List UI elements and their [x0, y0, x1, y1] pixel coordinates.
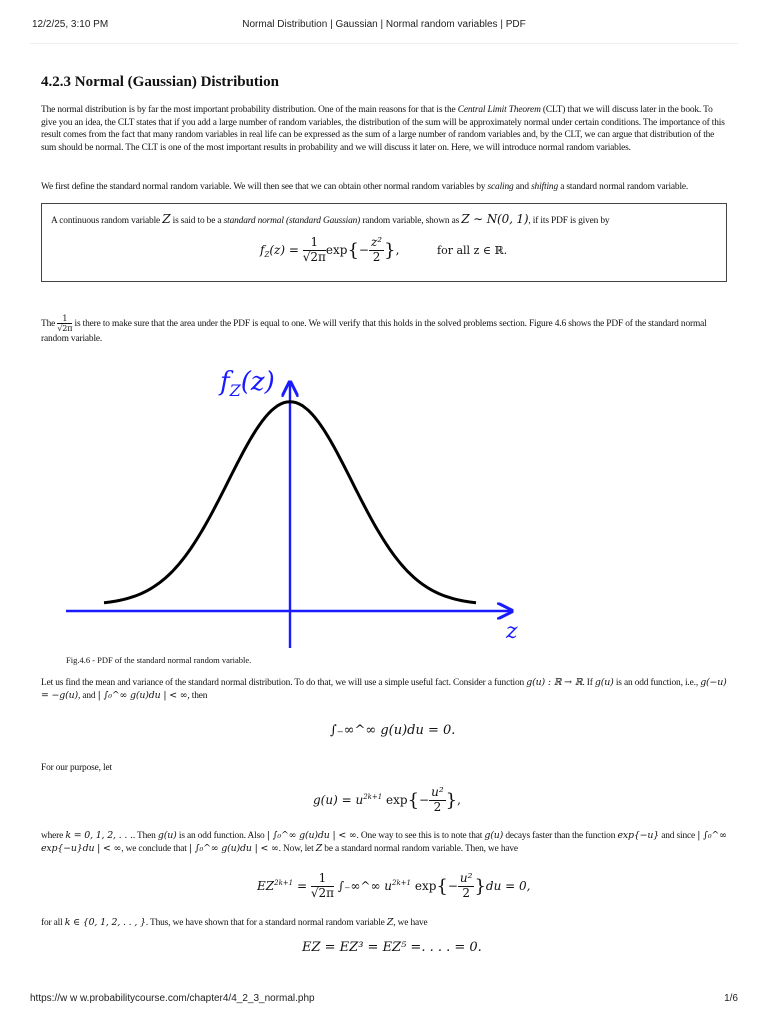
g-definition-equation: $g(u) = u^{2k+1}$ exp{− $\frac{\text{u²}}{2}$ }, — [313, 785, 461, 814]
math-inline: | ∫₀^∞ g(u)du | < ∞ — [97, 689, 188, 701]
fraction — [57, 314, 72, 333]
intro-text: We first define the standard normal random variable. We will then see that we can obtain other normal random variables by — [41, 182, 488, 192]
body-paragraph-4: For our purpose, let — [41, 763, 112, 773]
body-text: , then — [187, 690, 208, 701]
math-arg: (z) = — [269, 242, 299, 257]
body-paragraph-3 — [41, 677, 729, 702]
definition-text: A continuous random variable — [51, 216, 163, 226]
denominator: 2 — [433, 799, 442, 814]
numerator: 1 — [303, 236, 326, 251]
intro-text: The normal distribution is by far the most important probability distribution. One of the main reasons for that is the — [41, 105, 458, 115]
body-text: , we conclude that — [121, 843, 189, 854]
body-paragraph-6 — [41, 917, 729, 930]
shifting-emphasis: shifting — [531, 182, 558, 192]
body-text: . Thus, we have shown that for a standard normal random variable — [145, 918, 387, 928]
body-text: is an odd function. Also — [176, 831, 267, 841]
intro-paragraph-2 — [41, 181, 729, 194]
note-text: The — [41, 318, 58, 329]
print-page-number: 1/6 — [724, 993, 738, 1004]
numerator: 1 — [311, 872, 334, 887]
print-datetime: 12/2/25, 3:10 PM — [32, 19, 109, 30]
math-inline: | ∫₀^∞ g(u)du | < ∞ — [266, 830, 357, 841]
numerator: z² — [370, 235, 383, 249]
math-inline: g(u) — [484, 830, 504, 841]
math-sub: Z — [264, 251, 270, 260]
math-inline: Z — [315, 842, 323, 854]
math-inline: g(u) — [157, 830, 177, 841]
equation: ∫₋∞^∞ g(u)du = 0. — [330, 723, 456, 738]
math-inline: g(u) — [594, 677, 614, 688]
odd-integral-equation — [330, 723, 455, 738]
equation: EZ = EZ³ = EZ⁵ =. . . . = 0. — [302, 940, 482, 955]
math-inline: g(−u) = −g(u) — [41, 677, 727, 701]
denominator: √2π — [310, 885, 334, 900]
body-text: . One way to see this is to note that — [356, 831, 485, 841]
denominator: 2 — [372, 249, 381, 264]
exponent: 2k+1 — [363, 792, 383, 801]
note-paragraph — [41, 314, 729, 346]
definition-text: random variable, shown as — [360, 216, 462, 226]
clt-emphasis: Central Limit Theorem — [457, 105, 541, 115]
fraction — [303, 236, 326, 265]
exp-word: exp — [414, 878, 437, 893]
print-page-title: Normal Distribution | Gaussian | Normal random variables | PDF — [242, 19, 526, 30]
body-paragraph-5 — [41, 830, 729, 855]
fraction — [311, 872, 334, 901]
print-footer — [0, 993, 768, 1007]
fraction — [369, 236, 384, 265]
definition-text: , if its PDF is given by — [528, 216, 610, 226]
math-inline: exp{−u} — [617, 830, 660, 841]
x-axis-label: z — [506, 619, 518, 644]
integral: ∫₋∞^∞ u — [337, 878, 392, 893]
math-inline: k ∈ {0, 1, 2, . . , } — [64, 917, 146, 928]
body-text: is an odd function, i.e., — [613, 678, 701, 688]
math-inline: | ∫₀^∞ exp{−u}du | < ∞ — [41, 830, 727, 854]
intro-text: (CLT) that we will discuss later in the book. To give you an idea, the CLT states that if you add a large number of random variables, the distribution of the sum will be approximately normal under certain conditions. The importance of this result comes from the fact that many random variables in real life can be expressed as the sum of a large number of random variables and, by the CLT, we can argue that distribution of the sum should be normal. The CLT is one of the most important results in probability and we will discuss it later on. Here, we will introduce normal random variables. — [41, 105, 725, 153]
exponent: 2k+1 — [392, 878, 412, 887]
body-text: Let us find the mean and variance of the standard normal distribution. To do that, we will use a simple useful fact. Consider a function — [41, 678, 527, 688]
scaling-emphasis: scaling — [487, 182, 514, 192]
body-text: decays faster than the function — [503, 831, 618, 841]
print-header — [0, 19, 768, 33]
denominator: 2 — [462, 885, 471, 900]
math-shown-as: Z ∼ N(0, 1) — [461, 212, 529, 226]
math-inline: k = 0, 1, 2, . . . — [65, 830, 133, 841]
definition-text — [51, 213, 721, 228]
math-f: f — [260, 242, 265, 257]
equation-lhs: g(u) = u — [313, 792, 364, 807]
body-text: be a standard normal random variable. Then, we have — [322, 843, 518, 854]
pdf-condition: for all z ∈ ℝ. — [437, 243, 508, 257]
math-var: Z — [162, 212, 171, 226]
equation-tail: du = 0, — [485, 878, 531, 893]
math-inline: | ∫₀^∞ g(u)du | < ∞ — [188, 842, 279, 854]
intro-text: a standard normal random variable. — [558, 182, 689, 192]
normal-pdf-figure — [60, 362, 540, 652]
denominator: √2π — [57, 324, 73, 334]
numerator: 1 — [57, 314, 72, 324]
body-text: , and — [78, 690, 98, 701]
fraction — [458, 872, 475, 901]
equation-lhs: EZ — [257, 878, 275, 893]
body-text: . Then — [132, 831, 158, 841]
fraction — [429, 786, 446, 815]
y-axis-label: $f_Z(z)$ — [220, 367, 275, 400]
exponent: 2k+1 — [274, 878, 294, 887]
note-text: is there to make sure that the area under the PDF is equal to one. We will verify that this holds in the solved problems section. Figure 4.6 shows the PDF of the standard normal random variable. — [41, 318, 707, 345]
numerator: u² — [459, 871, 473, 885]
standard-normal-emphasis: standard normal (standard Gaussian) — [223, 216, 361, 226]
body-text: , we have — [393, 918, 428, 928]
figure-caption: Fig.4.6 - PDF of the standard normal random variable. — [66, 655, 252, 665]
body-text: for all — [41, 918, 65, 928]
body-text: . Now, let — [278, 843, 316, 854]
section-title: 4.2.3 Normal (Gaussian) Distribution — [41, 74, 279, 90]
odd-moments-zero-equation — [302, 940, 482, 955]
numerator: u² — [431, 785, 444, 799]
intro-text: and — [513, 182, 532, 192]
print-url: https://w w w.probabilitycourse.com/chapter4/4_2_3_normal.php — [30, 993, 315, 1004]
definition-text: is said to be a — [170, 216, 224, 226]
intro-paragraph-1 — [41, 104, 729, 154]
body-text: . If — [582, 678, 595, 688]
body-text: and since — [659, 831, 698, 841]
body-text: where — [41, 831, 66, 841]
exp-word: exp — [325, 242, 348, 257]
odd-moment-equation: $EZ^{2k+1}$ = $\frac{1}{√2\pi}$ ∫₋∞^∞ $u^{2k+1}$ exp{− $\frac{\text{u²}}{2}$ }du = 0, — [257, 871, 531, 900]
pdf-equation: $f_Z(z)$ = $\frac{1}{√2\pi}$ exp{− $\frac{\text{z²}}{2}$ }, for all z ∈ ℝ. — [260, 235, 508, 264]
denominator: √2π — [302, 249, 326, 264]
header-divider — [30, 43, 738, 44]
exp-word: exp — [386, 792, 408, 807]
math-inline: Z — [386, 917, 394, 928]
math-inline: g(u) : ℝ → ℝ — [526, 677, 583, 688]
